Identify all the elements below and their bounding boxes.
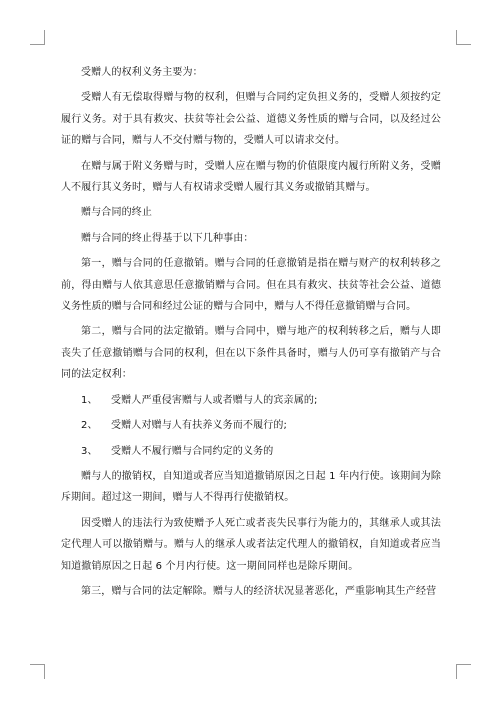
list-item-number: 1、 bbox=[81, 394, 98, 406]
paragraph-statutory-revocation: 第二，赠与合同的法定撤销。赠与合同中，赠与地产的权利转移之后，赠与人即丧失了任意撤销赠与合同的权利，但在以下条件具备时，赠与人仍可享有撤销产与合同的法定权利： bbox=[61, 326, 441, 381]
list-item-number: 2、 bbox=[81, 420, 98, 432]
list-item-text: 受赠人对赠与人有扶养义务而不履行的; bbox=[111, 420, 288, 432]
paragraph-statutory-rescission: 第三，赠与合同的法定解除。赠与人的经济状况显著恶化，严重影响其生产经营 bbox=[81, 585, 437, 597]
paragraph-donee-rights: 受赠人有无偿取得赠与物的权利，但赠与合同约定负担义务的，受赠人须按约定履行义务。对于具有救灾、扶贫等社会公益、道德义务性质的赠与合同，以及经过公证的赠与合同，赠与人不交付赠与物的，受赠人可以请求交付。 bbox=[61, 92, 441, 147]
crop-mark-bottom-right bbox=[456, 664, 471, 679]
list-item-number: 3、 bbox=[81, 445, 98, 457]
paragraph-conditional-gift: 在赠与属于附义务赠与时，受赠人应在赠与物的价值限度内履行所附义务，受赠人不履行其义务时，赠与人有权请求受赠人履行其义务或撤销其赠与。 bbox=[61, 160, 441, 194]
crop-mark-top-right bbox=[456, 30, 471, 45]
list-item bbox=[61, 415, 441, 436]
document-body bbox=[61, 62, 441, 606]
paragraph-arbitrary-revocation: 第一，赠与合同的任意撤销。赠与合同的任意撤销是指在赠与财产的权利转移之前，得由赠与人依其意思任意撤销赠与合同。但在具有救灾、扶贫等社会公益、道德义务性质的赠与合同和经过公证的赠与合同中，赠与人不得任意撤销赠与合同。 bbox=[61, 258, 441, 313]
paragraph-rights-obligations-intro: 受赠人的权利义务主要为： bbox=[81, 67, 203, 78]
crop-mark-top-left bbox=[30, 30, 45, 45]
list-item-text: 受赠人严重侵害赠与人或者赠与人的宾亲属的; bbox=[111, 394, 318, 406]
crop-mark-bottom-left bbox=[30, 664, 45, 679]
section-heading-termination: 赠与合同的终止 bbox=[81, 207, 153, 219]
list-item-text: 受赠人不履行赠与合同约定的义务的 bbox=[111, 445, 274, 457]
list-item bbox=[61, 441, 441, 462]
paragraph-revocation-period: 赠与人的撤销权，自知道或者应当知道撤销原因之日起 1 年内行使。该期间为除斥期间。超过这一期间，赠与人不得再行使撤销权。 bbox=[61, 470, 441, 504]
paragraph-heirs-revocation: 因受赠人的违法行为致使赠予人死亡或者丧失民事行为能力的，其继承人或其法定代理人可以撤销赠与。赠与人的继承人或者法定代理人的撤销权，自知道或者应当知道撤销原因之日起 6 个月内行使。这一期间同样也是除斥期间。 bbox=[61, 517, 441, 572]
list-item bbox=[61, 390, 441, 411]
paragraph-termination-reasons: 赠与合同的终止得基于以下几种事由： bbox=[81, 232, 254, 244]
